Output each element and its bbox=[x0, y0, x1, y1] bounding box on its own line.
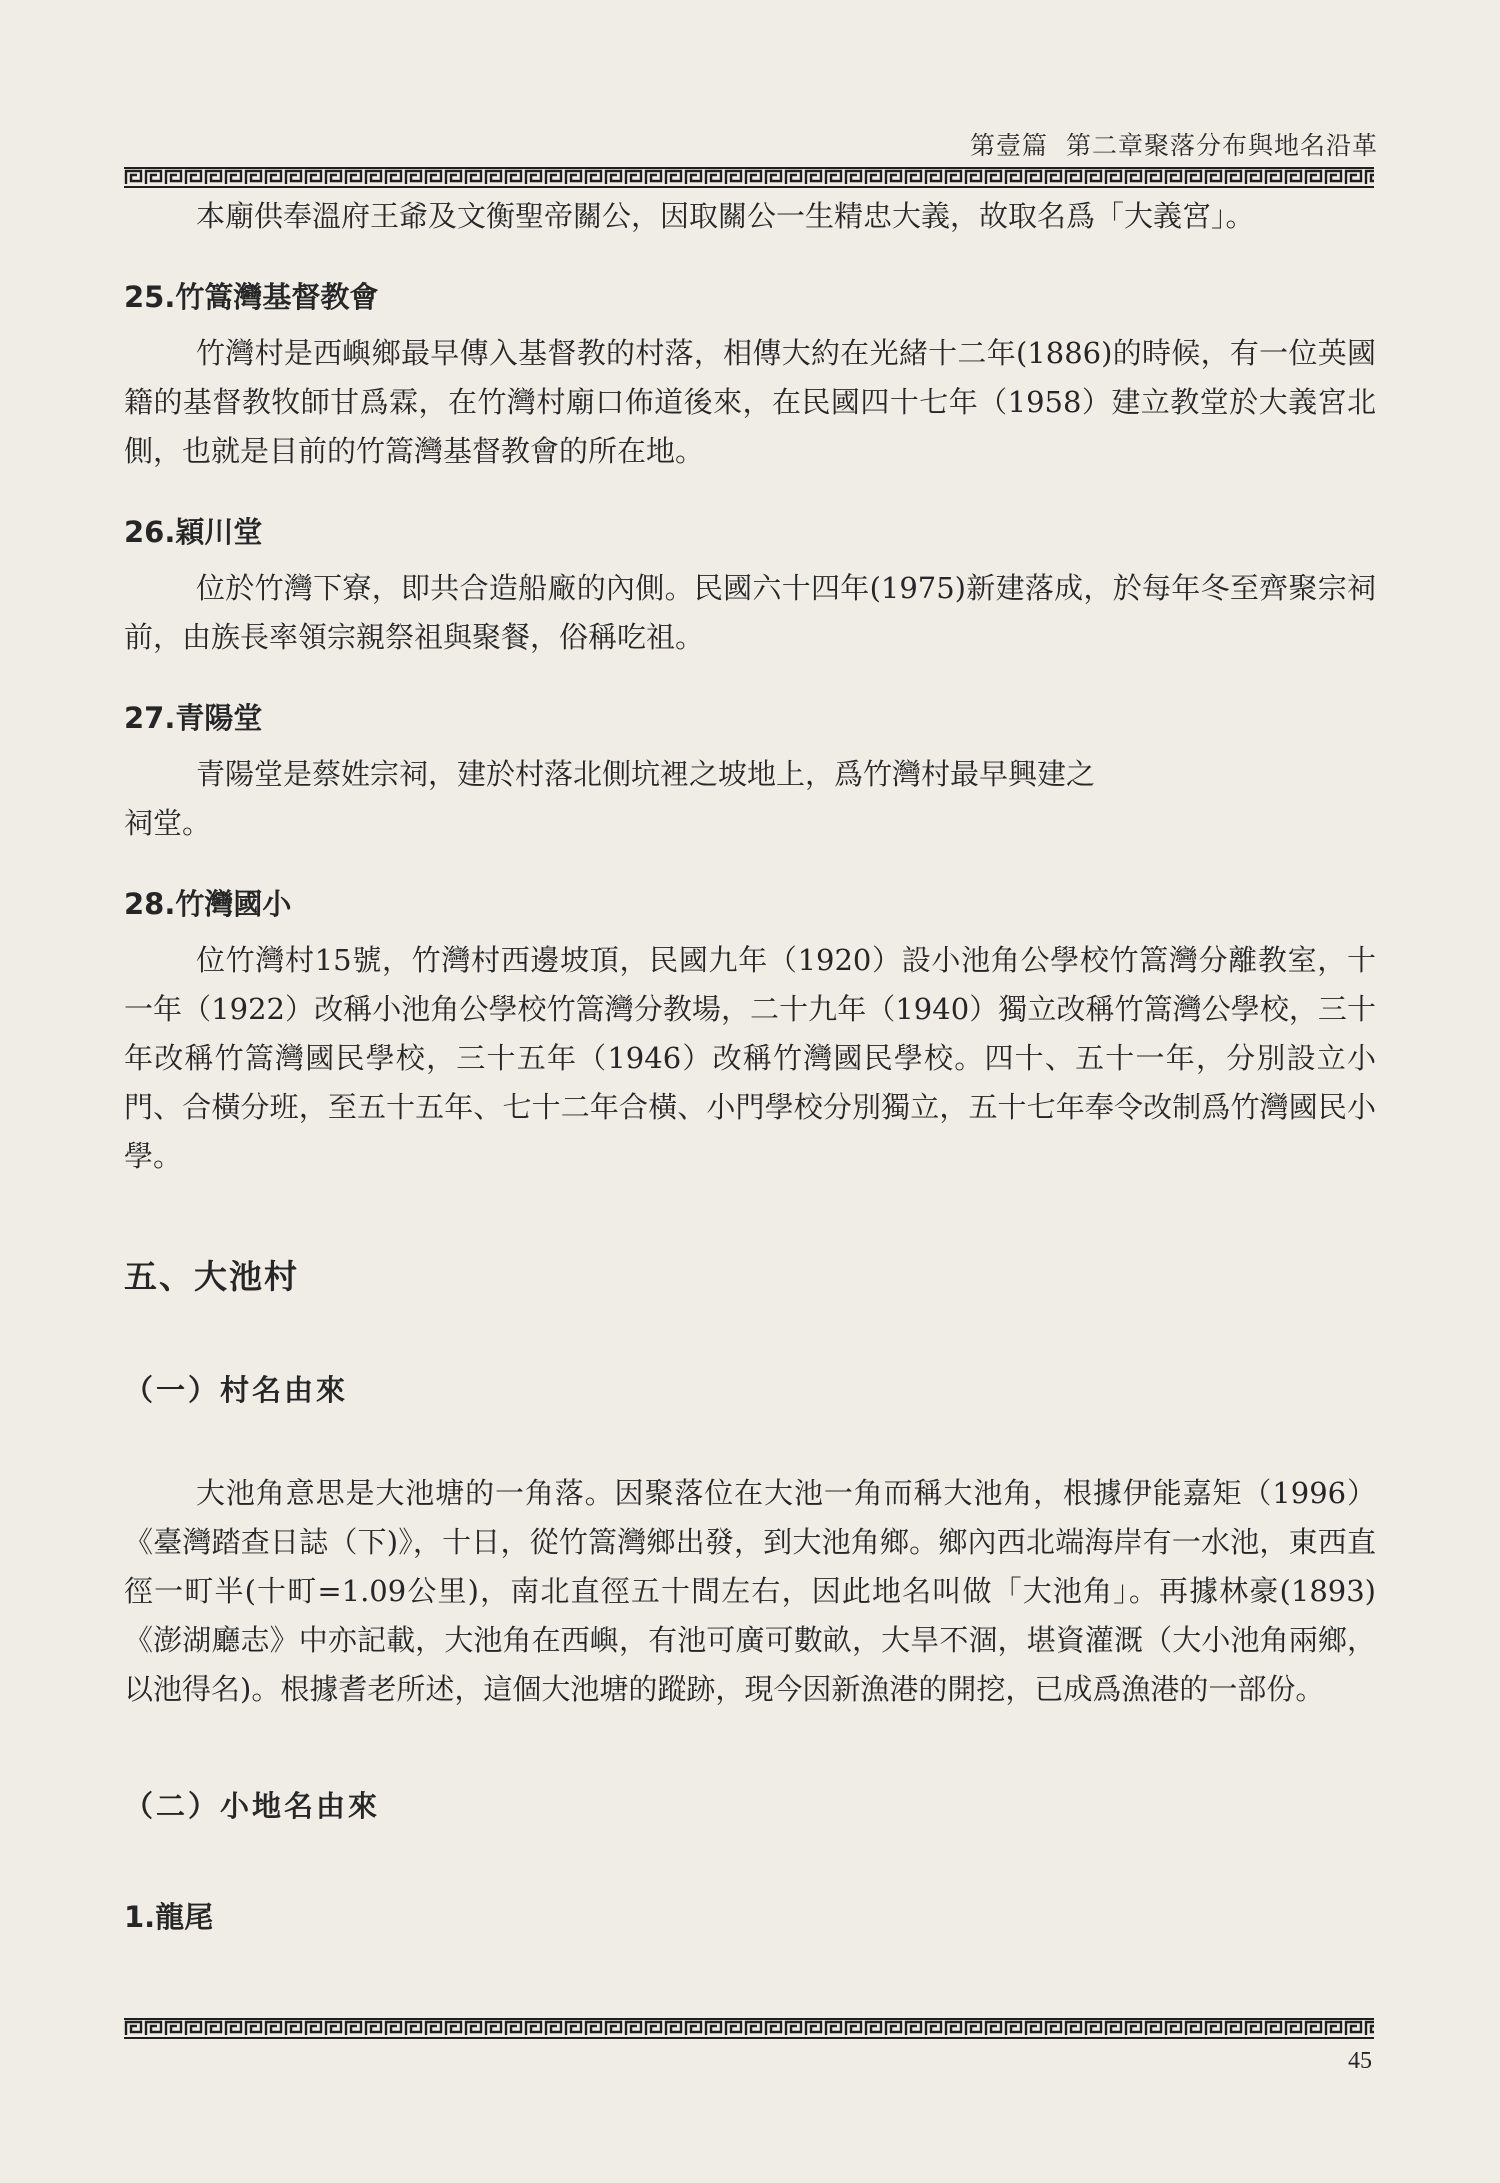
item-27-text-line1: 青陽堂是蔡姓宗祠，建於村落北側坑裡之坡地上，爲竹灣村最早興建之 bbox=[196, 757, 1096, 791]
header-part: 第壹篇 bbox=[969, 131, 1048, 160]
page-content bbox=[124, 192, 1376, 1939]
section-5-heading: 五、大池村 bbox=[124, 1257, 299, 1296]
meander-pattern-bottom bbox=[124, 2020, 1374, 2037]
item-28-title: 28.竹灣國小 bbox=[124, 887, 292, 921]
item-1-title: 1.龍尾 bbox=[124, 1900, 214, 1934]
item-27-title: 27.青陽堂 bbox=[124, 701, 263, 735]
item-25-title: 25.竹篙灣基督教會 bbox=[124, 280, 379, 314]
top-meander-border bbox=[124, 167, 1374, 188]
subsection-2-heading: （二）小地名由來 bbox=[124, 1789, 381, 1823]
subsection-1-text: 大池角意思是大池塘的一角落。因聚落位在大池一角而稱大池角，根據伊能嘉矩（1996）《臺灣踏查日誌（下)》，十日，從竹篙灣鄉出發，到大池角鄉。鄉內西北端海岸有一水池，東西直徑一町半(十町=1.09公里)，南北直徑五十間左右，因此地名叫做「大池角」。再據林豪(1893)《澎湖廳志》中亦記載，大池角在西嶼，有池可廣可數畝，大旱不涸，堪資灌溉（大小池角兩鄉，以池得名)。根據耆老所述，這個大池塘的蹤跡，現今因新漁港的開挖，已成爲漁港的一部份。 bbox=[124, 1476, 1376, 1706]
page-number: 45 bbox=[1348, 2048, 1372, 2074]
item-26-text: 位於竹灣下寮，即共合造船廠的內側。民國六十四年(1975)新建落成，於每年冬至齊聚宗祠前，由族長率領宗親祭祖與聚餐，俗稱吃祖。 bbox=[124, 571, 1376, 654]
subsection-1-heading: （一）村名由來 bbox=[124, 1373, 349, 1407]
item-27-text-line2: 祠堂。 bbox=[124, 806, 212, 840]
header-chapter: 第二章聚落分布與地名沿革 bbox=[1065, 131, 1378, 160]
item-28-text: 位竹灣村15號，竹灣村西邊坡頂，民國九年（1920）設小池角公學校竹篙灣分離教室，十一年（1922）改稱小池角公學校竹篙灣分教場，二十九年（1940）獨立改稱竹篙灣公學校，三十年改稱竹篙灣國民學校，三十五年（1946）改稱竹灣國民學校。四十、五十一年，分別設立小門、合橫分班，至五十五年、七十二年合橫、小門學校分別獨立，五十七年奉令改制爲竹灣國民小學。 bbox=[124, 943, 1376, 1173]
bottom-meander-border bbox=[124, 2018, 1374, 2039]
item-25-text: 竹灣村是西嶼鄉最早傳入基督教的村落，相傳大約在光緒十二年(1886)的時候，有一位英國籍的基督教牧師甘爲霖，在竹灣村廟口佈道後來，在民國四十七年（1958）建立教堂於大義宮北側，也就是目前的竹篙灣基督教會的所在地。 bbox=[124, 336, 1376, 468]
item-26-title: 26.穎川堂 bbox=[124, 515, 263, 549]
intro-paragraph: 本廟供奉溫府王爺及文衡聖帝關公，因取關公一生精忠大義，故取名爲「大義宮」。 bbox=[196, 199, 1255, 233]
running-header bbox=[970, 126, 1378, 162]
meander-pattern-top bbox=[124, 169, 1374, 186]
